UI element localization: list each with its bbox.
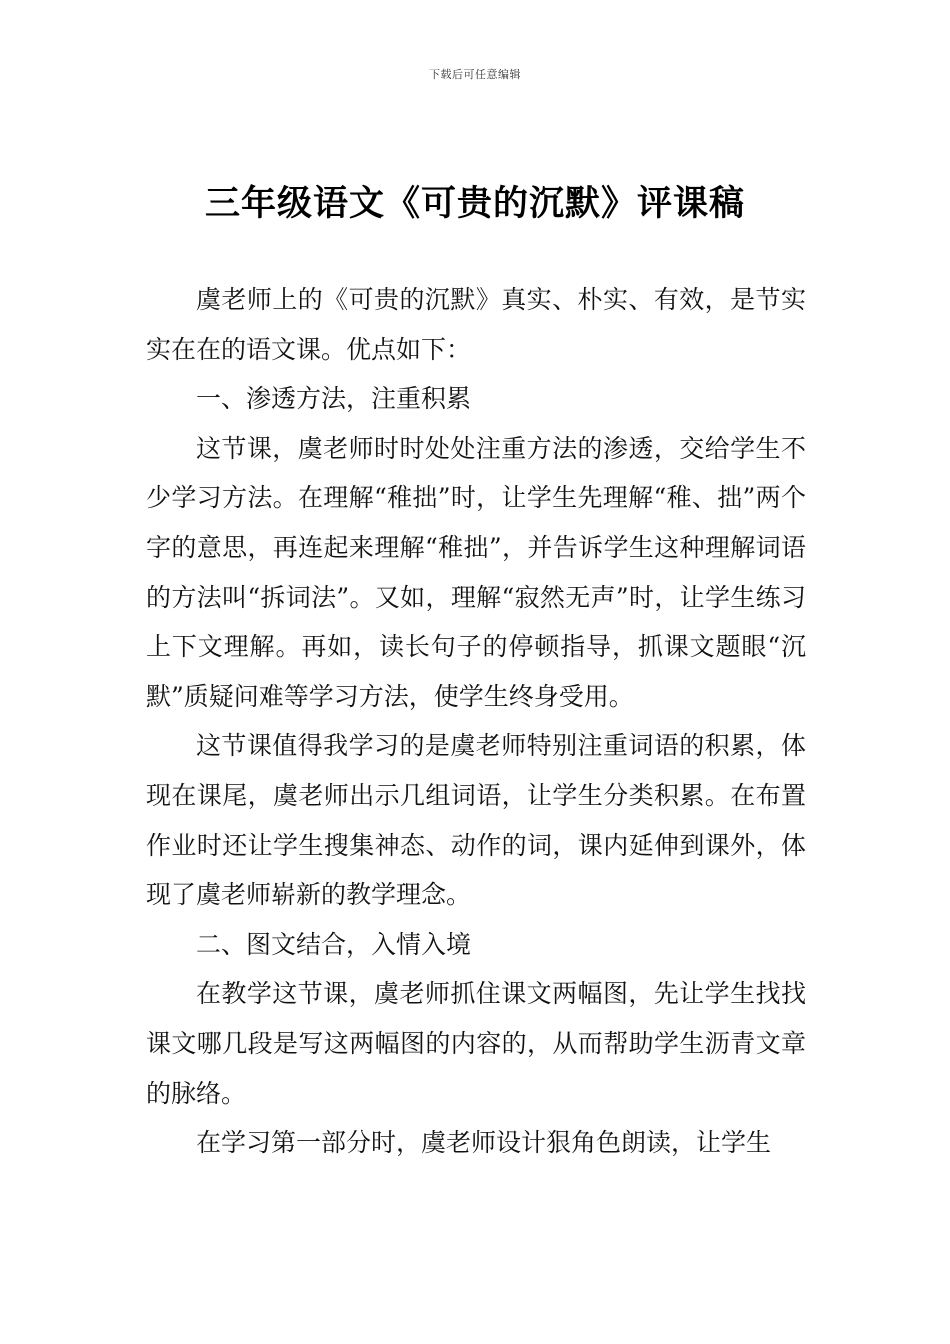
paragraph-vocabulary: 这节课值得我学习的是虞老师特别注重词语的积累，体现在课尾，虞老师出示几组词语，让学生分类积累。在布置作业时还让学生搜集神态、动作的词，课内延伸到课外，体现了虞老师崭新的教学理念。 xyxy=(146,731,806,910)
paragraph-first-part: 在学习第一部分时，虞老师设计狠角色朗读，让学生 xyxy=(196,1128,772,1158)
section-heading-2: 二、图文结合，入情入境 xyxy=(196,929,472,959)
document-body xyxy=(146,275,806,1168)
section-heading-1: 一、渗透方法，注重积累 xyxy=(196,384,472,414)
paragraph-methods: 这节课，虞老师时时处处注重方法的渗透，交给学生不少学习方法。在理解“稚拙”时，让学生先理解“稚、拙”两个字的意思，再连起来理解“稚拙”，并告诉学生这种理解词语的方法叫“拆词法”。又如，理解“寂然无声”时，让学生练习上下文理解。再如，读长句子的停顿指导，抓课文题眼“沉默”质疑问难等学习方法，使学生终身受用。 xyxy=(146,433,806,711)
document-title: 三年级语文《可贵的沉默》评课稿 xyxy=(204,183,745,224)
header-note: 下载后可任意编辑 xyxy=(429,68,521,81)
paragraph-pictures: 在教学这节课，虞老师抓住课文两幅图，先让学生找找课文哪几段是写这两幅图的内容的，从而帮助学生沥青文章的脉络。 xyxy=(146,979,806,1108)
paragraph-intro: 虞老师上的《可贵的沉默》真实、朴实、有效，是节实实在在的语文课。优点如下： xyxy=(146,285,806,364)
